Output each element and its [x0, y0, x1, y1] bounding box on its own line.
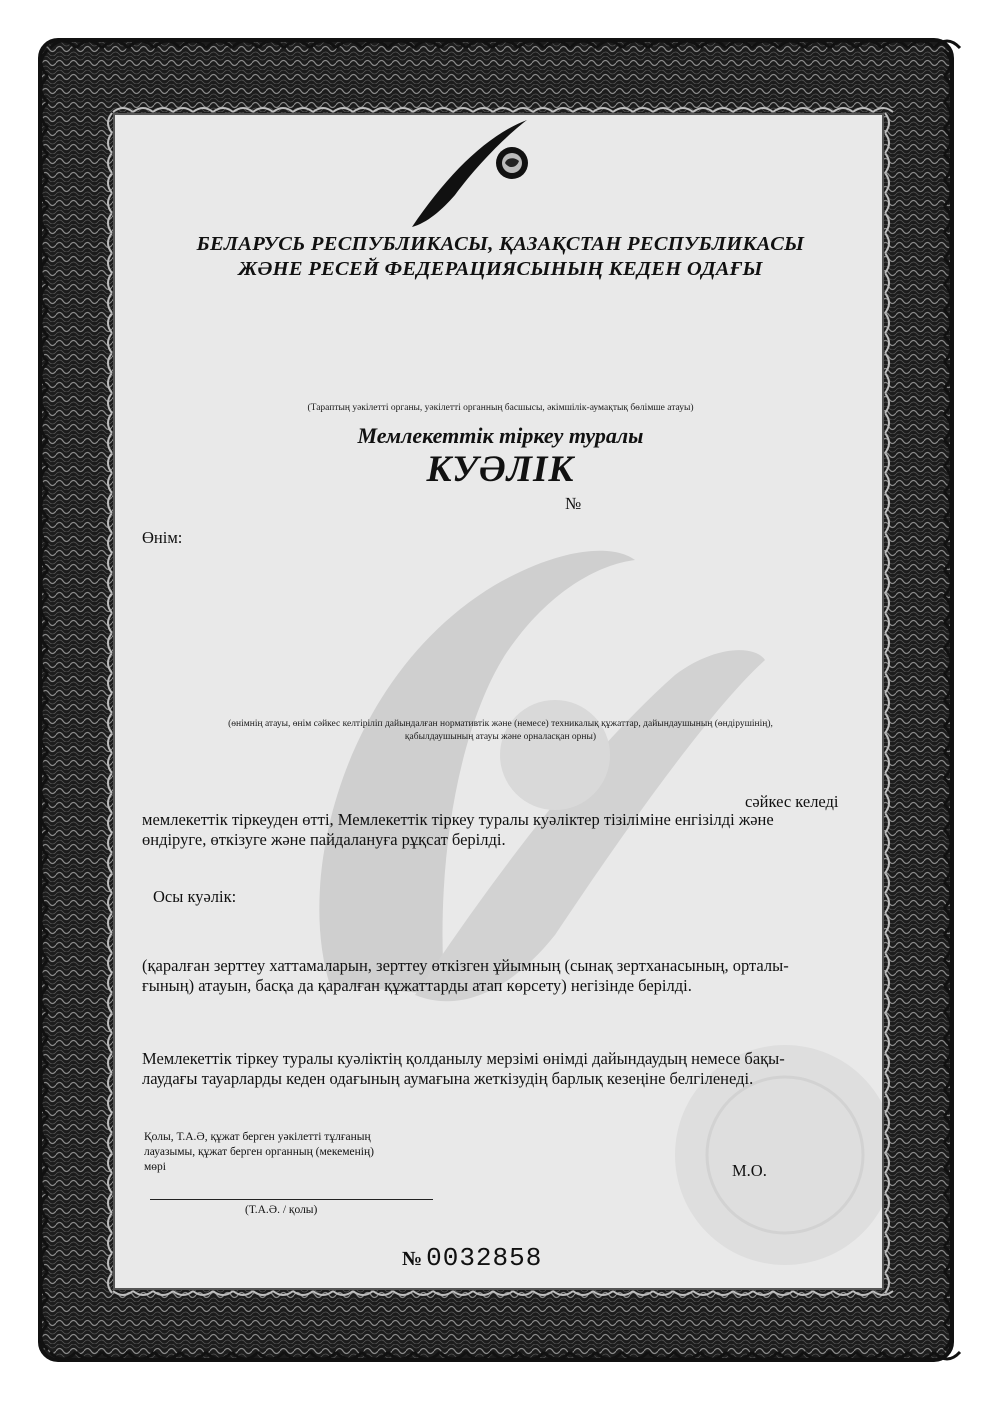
document-subtitle: Мемлекеттік тіркеу туралы — [357, 423, 644, 448]
document-title: КУӘЛІК — [426, 449, 575, 490]
header-line-1: БЕЛАРУСЬ РЕСПУБЛИКАСЫ, ҚАЗАҚСТАН РЕСПУБЛИКАСЫ — [196, 233, 805, 255]
authority-caption: (Тараптың уәкілетті органы, уәкілетті органның басшысы, әкімшілік-аумақтық бөлімше атауы) — [307, 403, 694, 413]
customs-union-emblem — [407, 115, 537, 230]
compliance-line-1: сәйкес келеді — [745, 792, 839, 811]
validity-line-1: Мемлекеттік тіркеу туралы куәліктің қолданылу мерзімі өнімді дайындаудың немесе бақы- — [142, 1049, 785, 1068]
signature-line — [150, 1199, 433, 1200]
signature-caption-line-1: Қолы, Т.А.Ә, құжат берген уәкілетті тұлғаның — [144, 1131, 371, 1143]
signature-caption-line-3: мөрі — [144, 1161, 166, 1173]
customs-union-watermark-emblem — [115, 115, 884, 1290]
seal-label: М.О. — [732, 1161, 767, 1180]
basis-line-1: (қаралған зерттеу хаттамаларын, зерттеу өткізген ұйымның (сынақ зертханасының, орталы- — [142, 956, 789, 975]
basis-label: Осы куәлік: — [153, 887, 237, 906]
serial-number-sign: № — [402, 1248, 423, 1270]
header-line-2: ЖӘНЕ РЕСЕЙ ФЕДЕРАЦИЯСЫНЫҢ КЕДЕН ОДАҒЫ — [238, 258, 763, 280]
compliance-line-2: мемлекеттік тіркеуден өтті, Мемлекеттік тіркеу туралы куәліктер тізіліміне енгізілді және — [142, 810, 774, 829]
compliance-line-3: өндіруге, өткізуге және пайдалануға рұқсат берілді. — [142, 830, 506, 849]
basis-line-2: ғының) атауын, басқа да қаралған құжаттарды атап көрсету) негізінде берілді. — [142, 976, 692, 995]
signature-caption-line-2: лауазымы, құжат берген органның (мекеменің) — [144, 1146, 374, 1158]
certificate-panel — [113, 113, 884, 1290]
certificate-number-sign: № — [565, 494, 582, 513]
product-label: Өнім: — [142, 528, 183, 547]
validity-line-2: лаудағы тауарларды кеден одағының аумағына жеткізудің барлық кезеңіне белгіленеді. — [142, 1069, 754, 1088]
serial-number — [402, 1243, 542, 1273]
product-caption-line-1: (өнімнің атауы, өнім сәйкес келтіріліп дайындалған нормативтік және (немесе) техникалық құжаттар, дайындаушының (өндірушінің), — [228, 719, 773, 729]
signature-line-caption: (Т.А.Ә. / қолы) — [245, 1204, 318, 1216]
serial-number-value: 0032858 — [426, 1243, 543, 1273]
product-caption-line-2: қабылдаушының атауы және орналасқан орны) — [404, 732, 597, 742]
